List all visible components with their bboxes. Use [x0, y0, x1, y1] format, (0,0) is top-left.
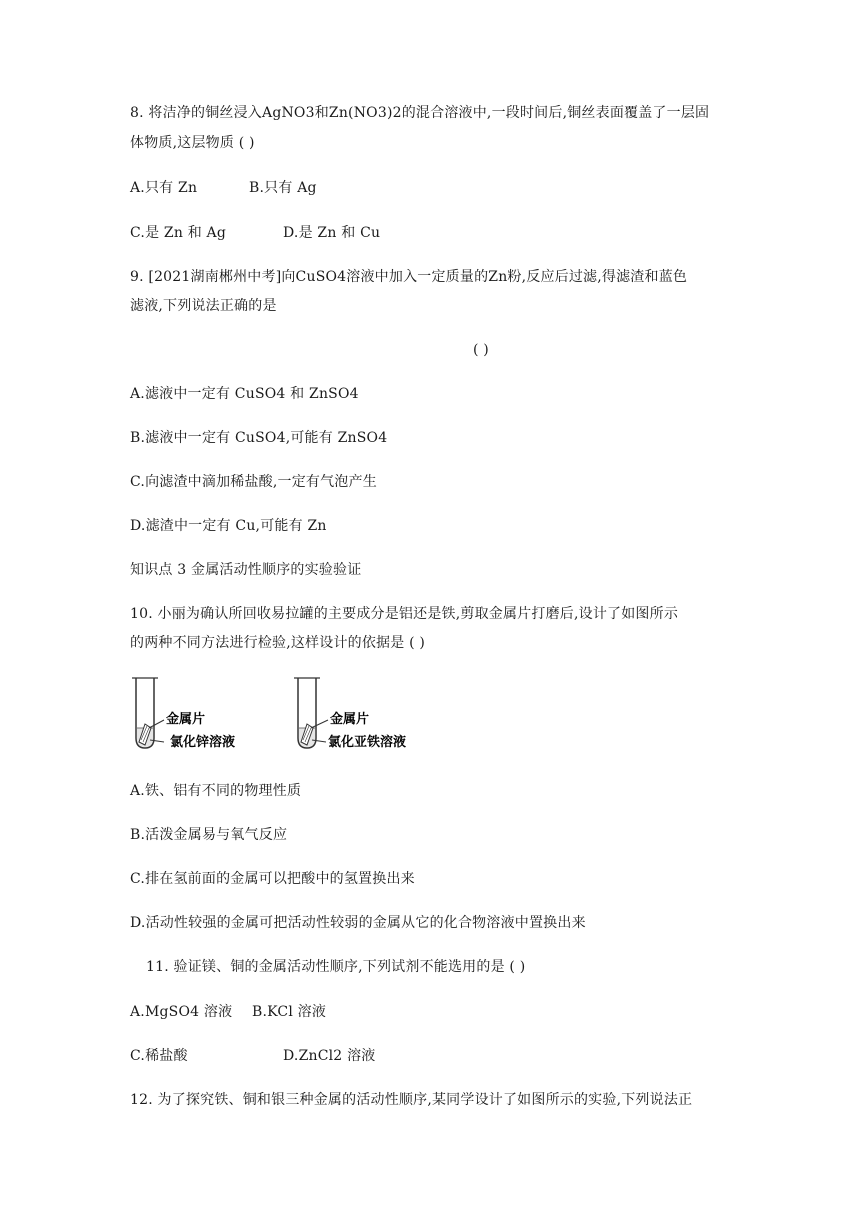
q9-option-c: C.向滤渣中滴加稀盐酸,一定有气泡产生: [130, 474, 377, 490]
q8-stem-line2: 体物质,这层物质 ( ): [130, 135, 255, 151]
q8-option-d: D.是 Zn 和 Cu: [283, 225, 381, 241]
q11-stem: 11. 验证镁、铜的金属活动性顺序,下列试剂不能选用的是 ( ): [146, 959, 526, 975]
test-tube-figure: [130, 676, 440, 756]
q8-option-c: C.是 Zn 和 Ag: [130, 225, 227, 241]
test-tube-1: [132, 678, 164, 748]
q10-option-d: D.活动性较强的金属可把活动性较弱的金属从它的化合物溶液中置换出来: [130, 915, 586, 931]
q8-stem-line1: 8. 将洁净的铜丝浸入AgNO3和Zn(NO3)2的混合溶液中,一段时间后,铜丝表面覆盖了一层固: [130, 105, 710, 121]
q9-option-a: A.滤液中一定有 CuSO4 和 ZnSO4: [130, 386, 359, 402]
q8-option-a: A.只有 Zn: [130, 180, 198, 196]
tube2-label-solution: 氯化亚铁溶液: [328, 735, 407, 750]
q10-option-b: B.活泼金属易与氧气反应: [130, 827, 288, 843]
section-heading: 知识点 3 金属活动性顺序的实验验证: [130, 562, 362, 578]
test-tube-2: [294, 678, 328, 748]
q10-stem-line2: 的两种不同方法进行检验,这样设计的依据是 ( ): [130, 635, 426, 651]
q10-option-a: A.铁、铝有不同的物理性质: [130, 783, 302, 799]
q11-option-b: B.KCl 溶液: [252, 1004, 327, 1020]
q9-stem-line1: 9. [2021湖南郴州中考]向CuSO4溶液中加入一定质量的Zn粉,反应后过滤,得滤渣和蓝色: [130, 269, 688, 285]
q10-option-c: C.排在氢前面的金属可以把酸中的氢置换出来: [130, 871, 415, 887]
q11-option-c: C.稀盐酸: [130, 1048, 188, 1064]
test-tubes-illustration: [130, 676, 440, 756]
tube1-label-metal: 金属片: [166, 712, 206, 727]
q11-option-d: D.ZnCl2 溶液: [283, 1048, 376, 1064]
q9-answer-bracket: ( ): [473, 342, 489, 358]
q9-stem-line2: 滤液,下列说法正确的是: [130, 298, 277, 314]
q10-stem-line1: 10. 小丽为确认所回收易拉罐的主要成分是铝还是铁,剪取金属片打磨后,设计了如图所示: [130, 606, 679, 622]
q9-option-b: B.滤液中一定有 CuSO4,可能有 ZnSO4: [130, 430, 388, 446]
tube1-label-solution: 氯化锌溶液: [170, 735, 236, 750]
q11-option-a: A.MgSO4 溶液: [130, 1004, 233, 1020]
q8-option-b: B.只有 Ag: [249, 180, 317, 196]
q12-stem-line1: 12. 为了探究铁、铜和银三种金属的活动性顺序,某同学设计了如图所示的实验,下列说法正: [130, 1092, 693, 1108]
tube2-label-metal: 金属片: [330, 712, 370, 727]
q9-option-d: D.滤渣中一定有 Cu,可能有 Zn: [130, 518, 327, 534]
